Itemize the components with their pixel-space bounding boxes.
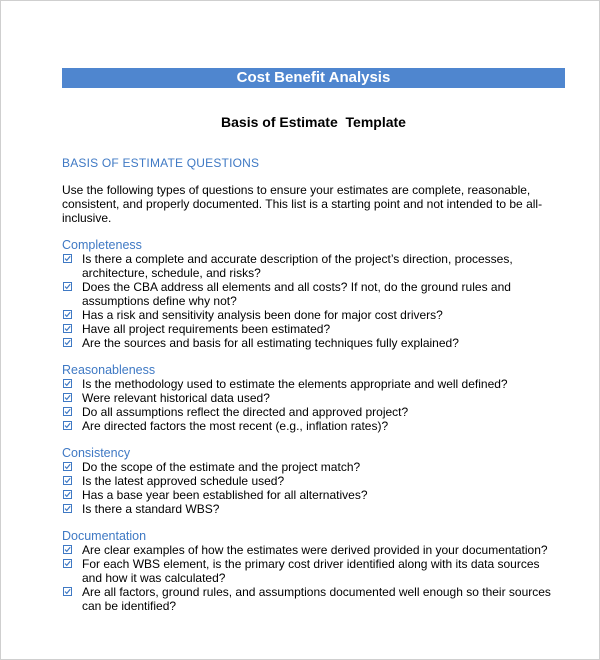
checklist-item-text: Are all factors, ground rules, and assumptions documented well enough so their sources can be identified?	[82, 585, 551, 613]
checked-box-icon	[63, 407, 72, 416]
document-subtitle: Basis of Estimate Template	[221, 114, 406, 130]
document-title: Cost Benefit Analysis	[62, 68, 565, 88]
checklist-item	[62, 460, 562, 474]
checked-box-icon	[63, 545, 72, 554]
checked-box-icon	[63, 587, 72, 596]
checklist-item-text: Is the latest approved schedule used?	[82, 474, 285, 488]
question-group	[62, 529, 562, 613]
checklist-item-text: Were relevant historical data used?	[82, 391, 270, 405]
checklist-item-text: Are the sources and basis for all estimating techniques fully explained?	[82, 336, 459, 350]
checklist-item-text: For each WBS element, is the primary cost driver identified along with its data sources and how it was calculated?	[82, 557, 540, 585]
checked-box-icon	[63, 282, 72, 291]
checked-box-icon	[63, 559, 72, 568]
checklist-item	[62, 543, 562, 557]
question-group	[62, 446, 562, 516]
checklist-item-text: Do the scope of the estimate and the project match?	[82, 460, 361, 474]
checklist-item	[62, 488, 562, 502]
checklist-item-text: Has a risk and sensitivity analysis been done for major cost drivers?	[82, 308, 443, 322]
question-group	[62, 238, 562, 350]
checked-box-icon	[63, 462, 72, 471]
checklist-item	[62, 377, 562, 391]
checklist-item-text: Is the methodology used to estimate the elements appropriate and well defined?	[82, 377, 508, 391]
checklist-item	[62, 280, 562, 308]
checklist-item	[62, 419, 562, 433]
question-groups	[62, 238, 562, 613]
checked-box-icon	[63, 310, 72, 319]
checklist	[62, 543, 562, 613]
checklist	[62, 460, 562, 516]
checked-box-icon	[63, 393, 72, 402]
checklist-item	[62, 585, 562, 613]
group-heading: Documentation	[62, 529, 147, 543]
checklist-item	[62, 557, 562, 585]
checklist-item-text: Has a base year been established for all alternatives?	[82, 488, 368, 502]
checklist-item-text: Are clear examples of how the estimates were derived provided in your documentation?	[82, 543, 548, 557]
checklist-item-text: Is there a complete and accurate description of the project’s direction, processes, architecture, schedule, and risks?	[82, 252, 513, 280]
checklist-item-text: Do all assumptions reflect the directed and approved project?	[82, 405, 409, 419]
checklist-item	[62, 336, 562, 350]
checked-box-icon	[63, 476, 72, 485]
group-heading: Reasonableness	[62, 363, 156, 377]
document-body	[62, 156, 562, 613]
checked-box-icon	[63, 379, 72, 388]
checklist-item	[62, 405, 562, 419]
checklist-item-text: Are directed factors the most recent (e.g., inflation rates)?	[82, 419, 389, 433]
checklist	[62, 377, 562, 433]
intro-paragraph: Use the following types of questions to ensure your estimates are complete, reasonable, consistent, and properly documented. This list is a starting point and not intended to be all-inclusive.	[62, 183, 543, 225]
checklist-item	[62, 502, 562, 516]
checked-box-icon	[63, 254, 72, 263]
question-group	[62, 363, 562, 433]
checklist-item	[62, 474, 562, 488]
checklist-item	[62, 308, 562, 322]
checklist-item	[62, 391, 562, 405]
checklist-item	[62, 322, 562, 336]
checklist-item-text: Is there a standard WBS?	[82, 502, 220, 516]
section-heading: BASIS OF ESTIMATE QUESTIONS	[62, 156, 260, 170]
checked-box-icon	[63, 324, 72, 333]
checklist-item	[62, 252, 562, 280]
checked-box-icon	[63, 490, 72, 499]
checklist-item-text: Have all project requirements been estimated?	[82, 322, 331, 336]
checked-box-icon	[63, 338, 72, 347]
checklist	[62, 252, 562, 350]
group-heading: Completeness	[62, 238, 142, 252]
checked-box-icon	[63, 421, 72, 430]
checked-box-icon	[63, 504, 72, 513]
group-heading: Consistency	[62, 446, 131, 460]
checklist-item-text: Does the CBA address all elements and all costs? If not, do the ground rules and assumptions define why not?	[82, 280, 511, 308]
